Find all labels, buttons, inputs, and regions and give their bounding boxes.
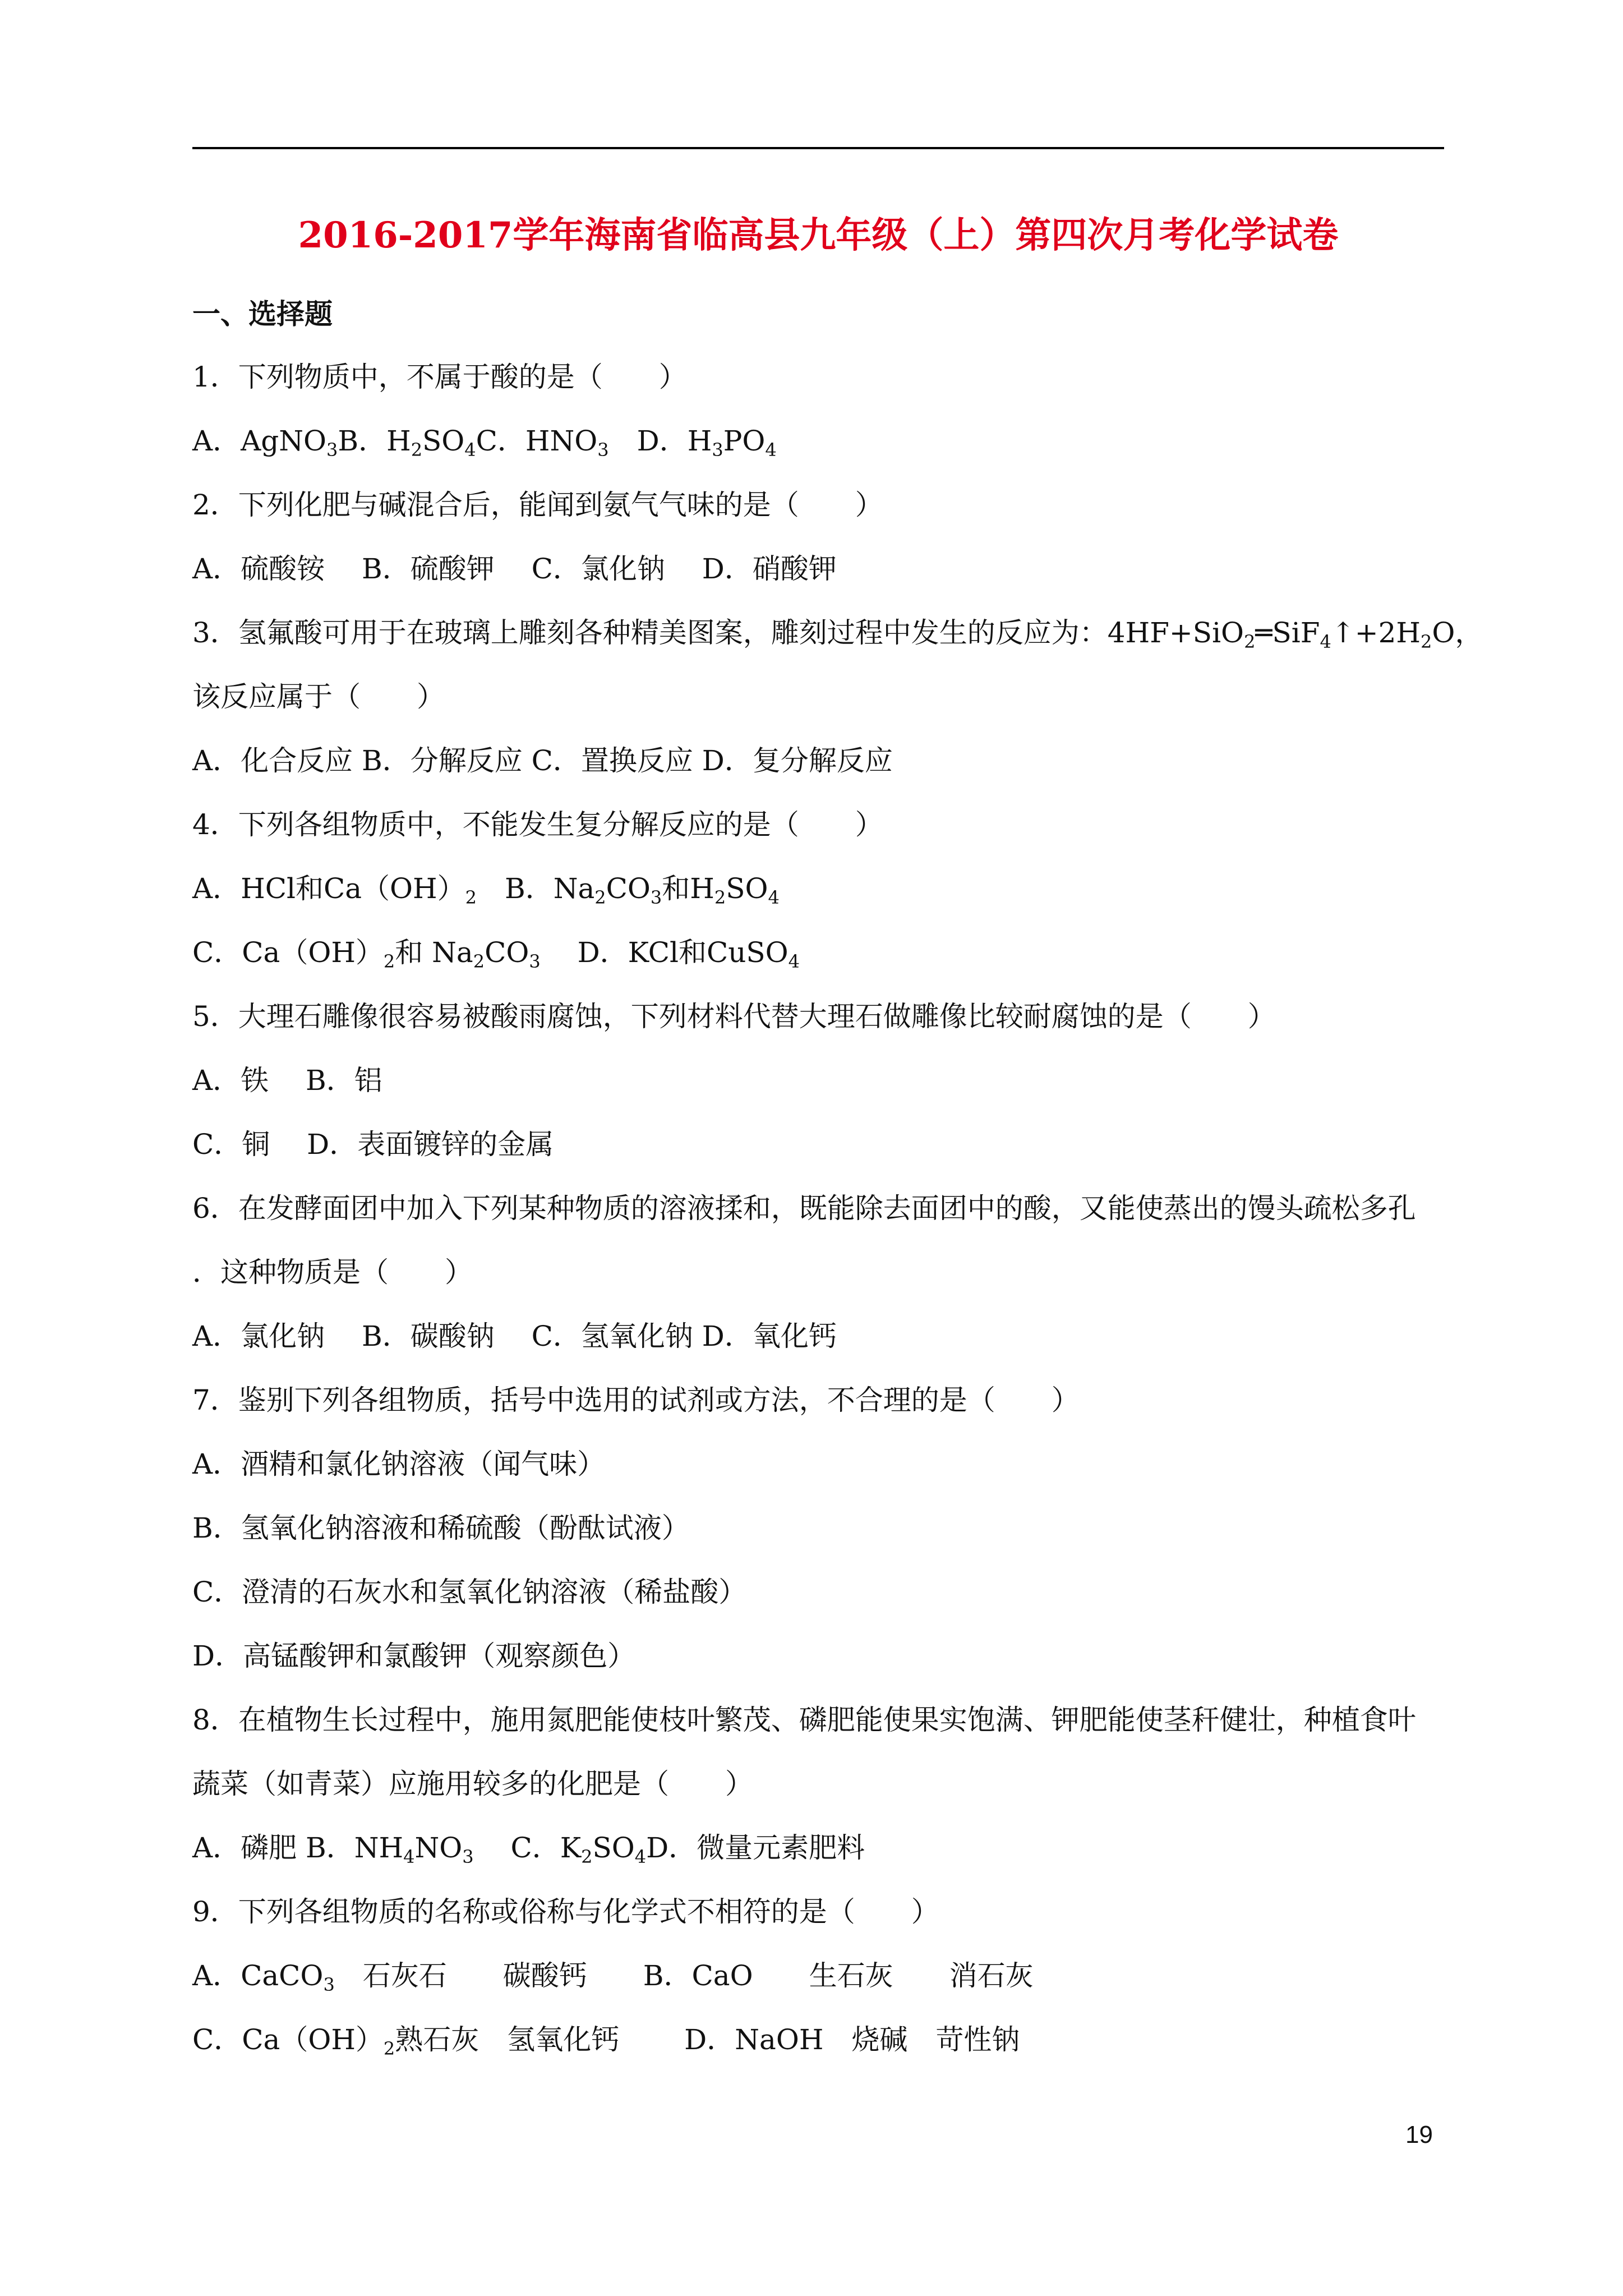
text-run: SO xyxy=(726,872,768,905)
text-line xyxy=(192,679,1449,715)
text-run: A．铁 B．铝 xyxy=(192,1064,382,1097)
text-run: D．微量元素肥料 xyxy=(646,1832,865,1864)
text-run: C．HNO xyxy=(476,425,598,457)
text-run: B．氢氧化钠溶液和稀硫酸（酚酞试液） xyxy=(192,1512,690,1544)
text-run: SO xyxy=(422,425,465,457)
text-run: ═SiF xyxy=(1255,616,1320,649)
subscript: 4 xyxy=(1320,631,1331,652)
subscript: 2 xyxy=(473,951,485,972)
text-line xyxy=(192,1510,1449,1546)
section-heading: 一、选择题 xyxy=(192,298,333,330)
text-line xyxy=(192,1318,1449,1354)
subscript: 2 xyxy=(383,951,395,972)
subscript: 3 xyxy=(462,1846,474,1867)
text-run: B．H xyxy=(338,425,411,457)
text-run: 4．下列各组物质中，不能发生复分解反应的是（ ） xyxy=(192,808,883,841)
text-line xyxy=(192,423,1449,459)
text-run: ↑+2H xyxy=(1331,616,1421,649)
text-line xyxy=(192,2022,1449,2058)
text-run: C．Ca（OH） xyxy=(192,936,384,969)
text-line xyxy=(192,1574,1449,1610)
text-run: D．KCl和CuSO xyxy=(540,936,789,969)
subscript: 3 xyxy=(529,951,541,972)
text-run: A．硫酸铵 B．硫酸钾 C．氯化钠 D．硝酸钾 xyxy=(192,553,837,585)
text-line xyxy=(192,1766,1449,1802)
subscript: 3 xyxy=(650,887,662,908)
text-line xyxy=(192,935,1449,970)
text-run: A．磷肥 B．NH xyxy=(192,1832,404,1864)
text-run: 9．下列各组物质的名称或俗称与化学式不相符的是（ ） xyxy=(192,1895,939,1928)
text-line xyxy=(192,551,1449,587)
text-run: 8．在植物生长过程中，施用氮肥能使枝叶繁茂、磷肥能使果实饱满、钾肥能使茎秆健壮，种植食叶 xyxy=(192,1704,1416,1736)
text-run: 和 Na xyxy=(395,936,473,969)
page-number: 19 xyxy=(1405,2121,1433,2148)
text-run: PO xyxy=(723,425,766,457)
text-line xyxy=(192,1446,1449,1482)
subscript: 3 xyxy=(712,439,723,461)
subscript: 2 xyxy=(714,887,726,908)
subscript: 2 xyxy=(1421,631,1432,652)
text-run: 熟石灰 氢氧化钙 D．NaOH 烧碱 苛性钠 xyxy=(395,2023,1020,2056)
text-line xyxy=(192,1254,1449,1290)
text-line xyxy=(192,1062,1449,1098)
text-run: A．AgNO xyxy=(192,425,326,457)
text-run: A．HCl和Ca（OH） xyxy=(192,872,465,905)
text-run: D．高锰酸钾和氯酸钾（观察颜色） xyxy=(192,1640,636,1672)
text-run: NO xyxy=(414,1832,463,1864)
subscript: 4 xyxy=(464,439,476,461)
text-line xyxy=(192,487,1449,523)
text-line xyxy=(192,1126,1449,1162)
text-line xyxy=(192,1190,1449,1226)
text-run: O， xyxy=(1432,616,1483,649)
text-run: C．铜 D．表面镀锌的金属 xyxy=(192,1128,554,1161)
text-run: C．K xyxy=(473,1832,582,1864)
subscript: 4 xyxy=(634,1846,647,1867)
text-run: 石灰石 碳酸钙 B．CaO 生石灰 消石灰 xyxy=(334,1959,1034,1992)
text-run: A．酒精和氯化钠溶液（闻气味） xyxy=(192,1448,606,1480)
text-line xyxy=(192,1958,1449,1994)
subscript: 2 xyxy=(594,887,606,908)
text-line xyxy=(192,1702,1449,1738)
text-run: 3．氢氟酸可用于在玻璃上雕刻各种精美图案，雕刻过程中发生的反应为：4HF+SiO xyxy=(192,616,1244,649)
text-run: C．澄清的石灰水和氢氧化钠溶液（稀盐酸） xyxy=(192,1576,747,1608)
text-line xyxy=(192,1638,1449,1674)
text-run: B．Na xyxy=(476,872,595,905)
text-line xyxy=(192,871,1449,907)
text-run: A．氯化钠 B．碳酸钠 C．氢氧化钠 D．氧化钙 xyxy=(192,1320,837,1352)
text-line xyxy=(192,999,1449,1034)
subscript: 3 xyxy=(326,439,338,461)
header-rule xyxy=(192,147,1444,149)
exam-title: 2016-2017学年海南省临高县九年级（上）第四次月考化学试卷 xyxy=(298,214,1339,256)
text-run: 蔬菜（如青菜）应施用较多的化肥是（ ） xyxy=(192,1768,753,1800)
subscript: 4 xyxy=(768,887,780,908)
text-line xyxy=(192,807,1449,843)
text-run: D．H xyxy=(608,425,712,457)
text-run: 2．下列化肥与碱混合后，能闻到氨气气味的是（ ） xyxy=(192,489,883,521)
text-run: CO xyxy=(606,872,651,905)
text-line xyxy=(192,1830,1449,1866)
text-run: 5．大理石雕像很容易被酸雨腐蚀，下列材料代替大理石做雕像比较耐腐蚀的是（ ） xyxy=(192,1000,1276,1033)
text-run: 和H xyxy=(662,872,714,905)
subscript: 4 xyxy=(788,951,800,972)
text-run: C．Ca（OH） xyxy=(192,2023,384,2056)
subscript: 2 xyxy=(465,887,477,908)
subscript: 4 xyxy=(403,1846,415,1867)
subscript: 2 xyxy=(411,439,423,461)
subscript: 3 xyxy=(323,1974,335,1995)
text-run: 6．在发酵面团中加入下列某种物质的溶液揉和，既能除去面团中的酸，又能使蒸出的馒头疏松多孔 xyxy=(192,1192,1416,1225)
text-run: 7．鉴别下列各组物质，括号中选用的试剂或方法，不合理的是（ ） xyxy=(192,1384,1080,1416)
text-run: SO xyxy=(592,1832,635,1864)
subscript: 2 xyxy=(581,1846,593,1867)
text-line xyxy=(192,1894,1449,1930)
subscript: 3 xyxy=(597,439,609,461)
text-line xyxy=(192,615,1483,652)
text-run: 1．下列物质中，不属于酸的是（ ） xyxy=(192,361,687,393)
text-run: ．这种物质是（ ） xyxy=(192,1256,473,1289)
subscript: 2 xyxy=(383,2038,395,2059)
text-line xyxy=(192,1382,1449,1418)
text-run: A．CaCO xyxy=(192,1959,324,1992)
text-run: 该反应属于（ ） xyxy=(192,680,445,713)
text-run: A．化合反应 B．分解反应 C．置换反应 D．复分解反应 xyxy=(192,744,893,777)
subscript: 4 xyxy=(765,439,777,461)
text-run: CO xyxy=(485,936,529,969)
text-line xyxy=(192,359,1449,395)
text-line xyxy=(192,743,1449,779)
subscript: 2 xyxy=(1244,631,1256,652)
